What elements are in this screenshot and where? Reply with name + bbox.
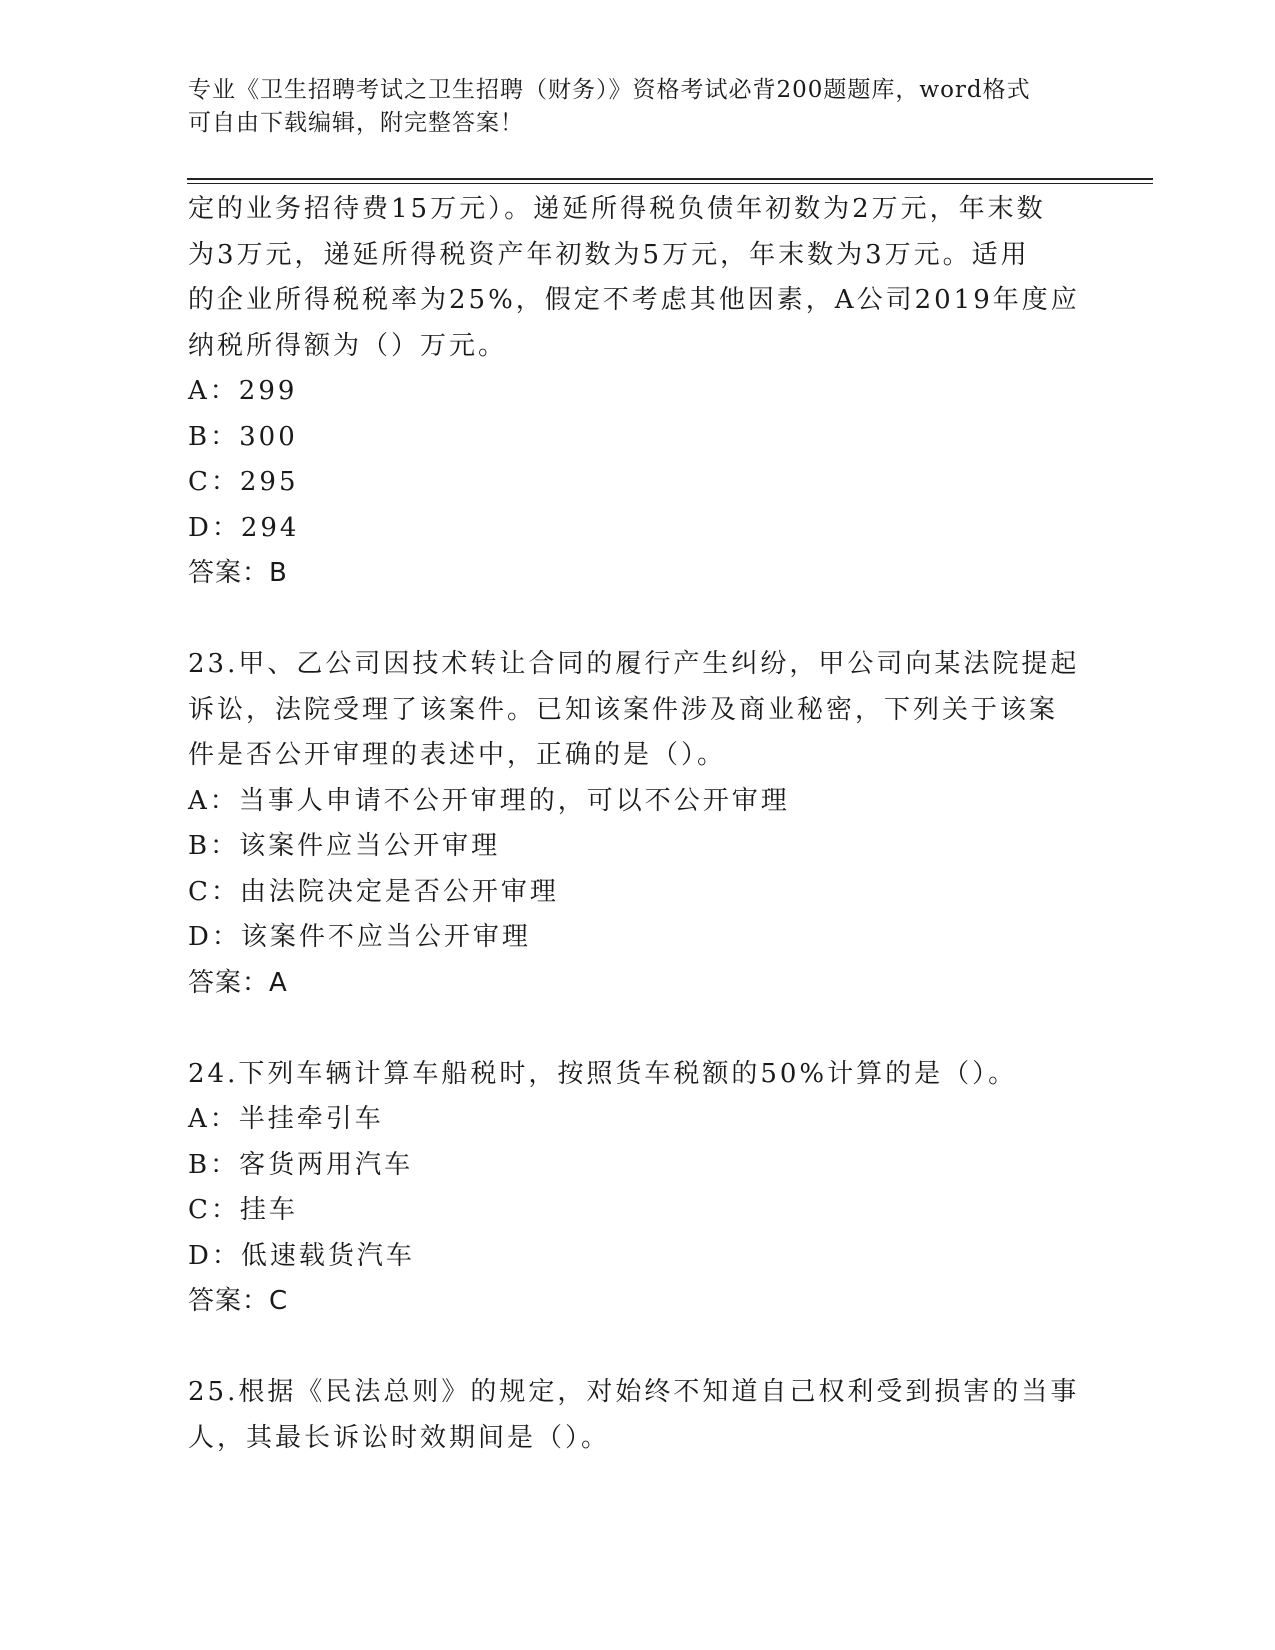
option-a: A：299 [188,376,298,406]
question-stem-line: 的企业所得税税率为25%，假定不考虑其他因素，A公司2019年度应 [188,285,1080,315]
question-content [188,187,1088,1461]
option-b: B：300 [188,421,298,452]
option-b: B：该案件应当公开审理 [188,831,501,861]
answer-line: 答案：B [188,558,288,588]
option-d: D：该案件不应当公开审理 [188,922,531,952]
question-stem-line: 定的业务招待费15万元）。递延所得税负债年初数为2万元，年末数 [188,194,1046,224]
spacer [188,1006,1088,1052]
header-title-line-1: 专业《卫生招聘考试之卫生招聘（财务）》资格考试必背200题题库，word格式 [188,77,1031,103]
option-a: A：半挂牵引车 [188,1104,384,1134]
question-stem-line: 件是否公开审理的表述中，正确的是（）。 [188,740,727,770]
option-b: B：客货两用汽车 [188,1149,414,1180]
document-header [188,74,1068,140]
spacer [188,597,1088,643]
spacer [188,1325,1088,1371]
question-22 [188,187,1088,597]
answer-line: 答案：C [188,1286,289,1316]
option-d: D：低速载货汽车 [188,1240,415,1271]
option-c: C：由法院决定是否公开审理 [188,876,559,907]
question-stem-line: 23.甲、乙公司因技术转让合同的履行产生纠纷，甲公司向某法院提起 [188,649,1080,679]
header-divider-thick [187,178,1153,180]
option-c: C：295 [188,467,299,497]
question-25 [188,1370,1088,1461]
option-c: C：挂车 [188,1195,298,1225]
question-24 [188,1052,1088,1325]
question-stem-line: 25.根据《民法总则》的规定，对始终不知道自己权利受到损害的当事 [188,1377,1080,1407]
option-d: D：294 [188,512,300,543]
question-stem-line: 纳税所得额为（）万元。 [188,330,508,361]
answer-line: 答案：A [188,967,288,998]
header-title-line-2: 可自由下载编辑，附完整答案！ [188,110,524,136]
question-23 [188,642,1088,1006]
question-stem-line: 24.下列车辆计算车船税时，按照货车税额的50%计算的是（）。 [188,1058,1018,1089]
header-divider-thin [187,183,1153,184]
question-stem-line: 人，其最长诉讼时效期间是（）。 [188,1422,611,1453]
option-a: A：当事人申请不公开审理的，可以不公开审理 [188,785,790,816]
question-stem-line: 诉讼，法院受理了该案件。已知该案件涉及商业秘密，下列关于该案 [188,694,1059,725]
question-stem-line: 为3万元，递延所得税资产年初数为5万元，年末数为3万元。适用 [188,239,1030,270]
